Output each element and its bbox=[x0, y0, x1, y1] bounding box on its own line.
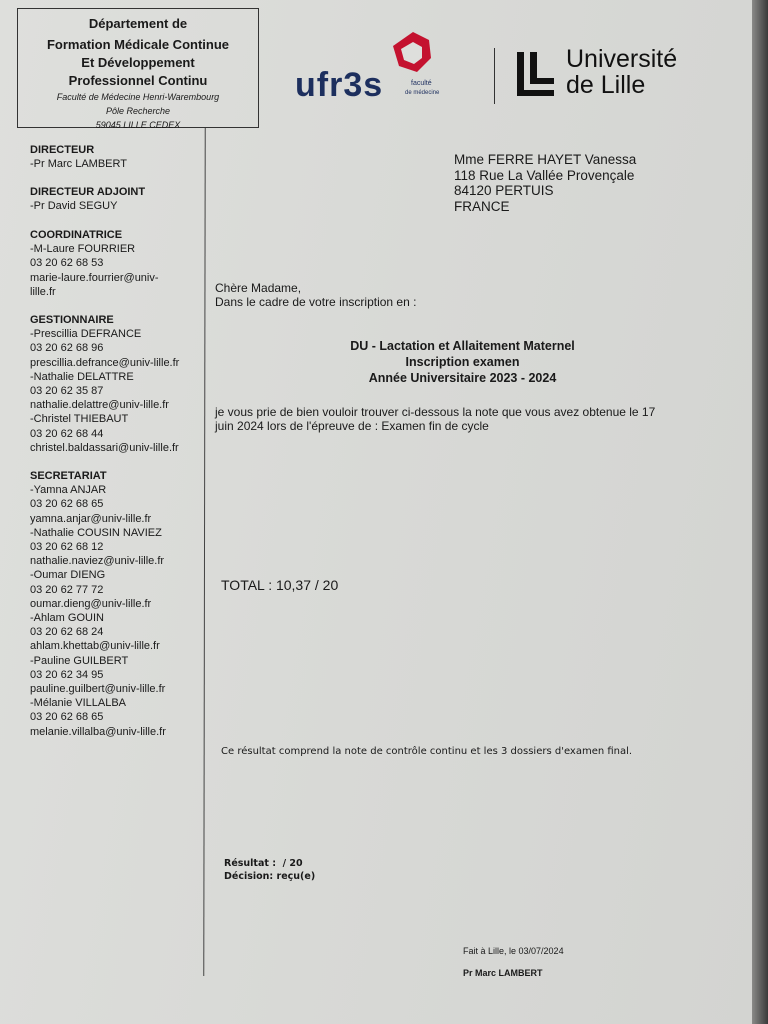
univ-line: de Lille bbox=[566, 71, 646, 99]
contact-line: 03 20 62 34 95 bbox=[30, 668, 104, 681]
decision-line: Décision: reçu(e) bbox=[224, 871, 316, 882]
ufr3s-wordmark: ufr3s bbox=[295, 66, 384, 104]
body-line: juin 2024 lors de l'épreuve de : Examen fin de cycle bbox=[215, 419, 489, 433]
contact-line: -Nathalie COUSIN NAVIEZ bbox=[30, 526, 162, 539]
result-note: Ce résultat comprend la note de contrôle continu et les 3 dossiers d'examen final. bbox=[221, 746, 633, 757]
dept-address-line: 59045 LILLE CEDEX bbox=[95, 120, 181, 130]
contact-line: -M-Laure FOURRIER bbox=[30, 243, 136, 256]
contact-line: 03 20 62 68 65 bbox=[30, 711, 104, 724]
contact-email: ahlam.khettab@univ-lille.fr bbox=[30, 640, 160, 653]
result-block bbox=[224, 857, 315, 883]
salutation: Chère Madame, bbox=[215, 281, 302, 295]
contact-line: 03 20 62 68 96 bbox=[30, 342, 104, 355]
contact-email: nathalie.delattre@univ-lille.fr bbox=[30, 399, 169, 412]
sidebar-section-coordinatrice bbox=[30, 228, 159, 299]
body-line: je vous prie de bien vouloir trouver ci-dessous la note que vous avez obtenue le 17 bbox=[215, 405, 656, 419]
department-header-box bbox=[17, 8, 259, 128]
section-heading: GESTIONNAIRE bbox=[30, 314, 114, 326]
contact-line: -Yamna ANJAR bbox=[30, 484, 107, 497]
contact-email: prescillia.defrance@univ-lille.fr bbox=[30, 356, 180, 369]
contact-email: pauline.guilbert@univ-lille.fr bbox=[30, 683, 166, 696]
contact-line: 03 20 62 68 12 bbox=[30, 541, 104, 554]
recipient-address bbox=[454, 152, 636, 214]
univ-lille-ll-icon bbox=[514, 52, 558, 100]
letter-body bbox=[215, 405, 655, 433]
dept-line: Professionnel Continu bbox=[68, 73, 208, 88]
sidebar-section-secretariat bbox=[30, 469, 166, 739]
contact-email: nathalie.naviez@univ-lille.fr bbox=[30, 555, 165, 568]
contact-email: christel.baldassari@univ-lille.fr bbox=[30, 441, 179, 454]
section-heading: DIRECTEUR ADJOINT bbox=[30, 186, 146, 198]
contact-line: 03 20 62 77 72 bbox=[30, 583, 104, 596]
contact-line: 03 20 62 68 44 bbox=[30, 427, 104, 440]
sidebar-section-directeur bbox=[30, 143, 127, 171]
dept-line: Département de bbox=[88, 16, 188, 31]
dept-address-line: Pôle Recherche bbox=[105, 106, 171, 116]
contact-line: 03 20 62 68 24 bbox=[30, 626, 104, 639]
dept-address-line: Faculté de Médecine Henri-Warembourg bbox=[56, 92, 220, 102]
intro-line: Dans le cadre de votre inscription en : bbox=[215, 295, 417, 309]
contact-email: yamna.anjar@univ-lille.fr bbox=[30, 512, 152, 525]
contact-line: 03 20 62 68 53 bbox=[30, 257, 104, 270]
contact-email: lille.fr bbox=[30, 285, 56, 298]
ufr3s-sub: de médecine bbox=[405, 90, 440, 96]
contact-email: oumar.dieng@univ-lille.fr bbox=[30, 597, 152, 610]
contact-email: marie-laure.fourrier@univ- bbox=[30, 271, 159, 284]
academic-year: Année Universitaire 2023 - 2024 bbox=[368, 371, 557, 385]
recipient-street: 118 Rue La Vallée Provençale bbox=[454, 167, 635, 183]
ufr3s-logo bbox=[295, 30, 475, 110]
contact-line: -Oumar DIENG bbox=[30, 569, 106, 582]
registration-type: Inscription examen bbox=[405, 355, 520, 369]
course-name: DU - Lactation et Allaitement Maternel bbox=[350, 339, 575, 353]
total-score: TOTAL : 10,37 / 20 bbox=[221, 577, 339, 593]
univ-line: Université bbox=[566, 45, 678, 73]
univ-lille-wordmark bbox=[566, 46, 677, 98]
logo-separator bbox=[494, 48, 495, 104]
recipient-name: Mme FERRE HAYET Vanessa bbox=[454, 152, 637, 167]
recipient-city: 84120 PERTUIS bbox=[454, 183, 554, 198]
contact-line: -Nathalie DELATTRE bbox=[30, 370, 134, 383]
ufr3s-sub: faculté bbox=[411, 80, 432, 87]
contact-line: -Pr Marc LAMBERT bbox=[30, 158, 127, 171]
dept-line: Et Développement bbox=[81, 55, 195, 70]
contact-line: -Ahlam GOUIN bbox=[30, 612, 104, 625]
contact-line: 03 20 62 68 65 bbox=[30, 498, 104, 511]
section-heading: SECRETARIAT bbox=[30, 470, 107, 482]
signatory: Pr Marc LAMBERT bbox=[463, 968, 543, 978]
letter-opening bbox=[215, 281, 416, 309]
contact-line: 03 20 62 35 87 bbox=[30, 385, 104, 398]
place-date: Fait à Lille, le 03/07/2024 bbox=[463, 946, 564, 956]
sidebar-section-gestionnaire bbox=[30, 313, 179, 455]
contact-line: -Christel THIEBAUT bbox=[30, 413, 129, 426]
dept-line: Formation Médicale Continue bbox=[46, 37, 229, 52]
contact-email: melanie.villalba@univ-lille.fr bbox=[30, 725, 166, 738]
course-title-block bbox=[215, 338, 710, 386]
section-heading: DIRECTEUR bbox=[30, 144, 95, 156]
recipient-country: FRANCE bbox=[454, 198, 510, 214]
signature-block bbox=[463, 940, 564, 984]
contact-line: -Pauline GUILBERT bbox=[30, 654, 129, 667]
page-edge-shadow bbox=[752, 0, 768, 1024]
contact-line: -Prescillia DEFRANCE bbox=[30, 328, 142, 341]
result-line: Résultat : / 20 bbox=[224, 858, 303, 869]
sidebar-section-directeur-adjoint bbox=[30, 185, 145, 213]
contact-line: -Pr David SEGUY bbox=[30, 200, 118, 213]
section-heading: COORDINATRICE bbox=[30, 229, 123, 241]
contact-line: -Mélanie VILLALBA bbox=[30, 697, 126, 710]
